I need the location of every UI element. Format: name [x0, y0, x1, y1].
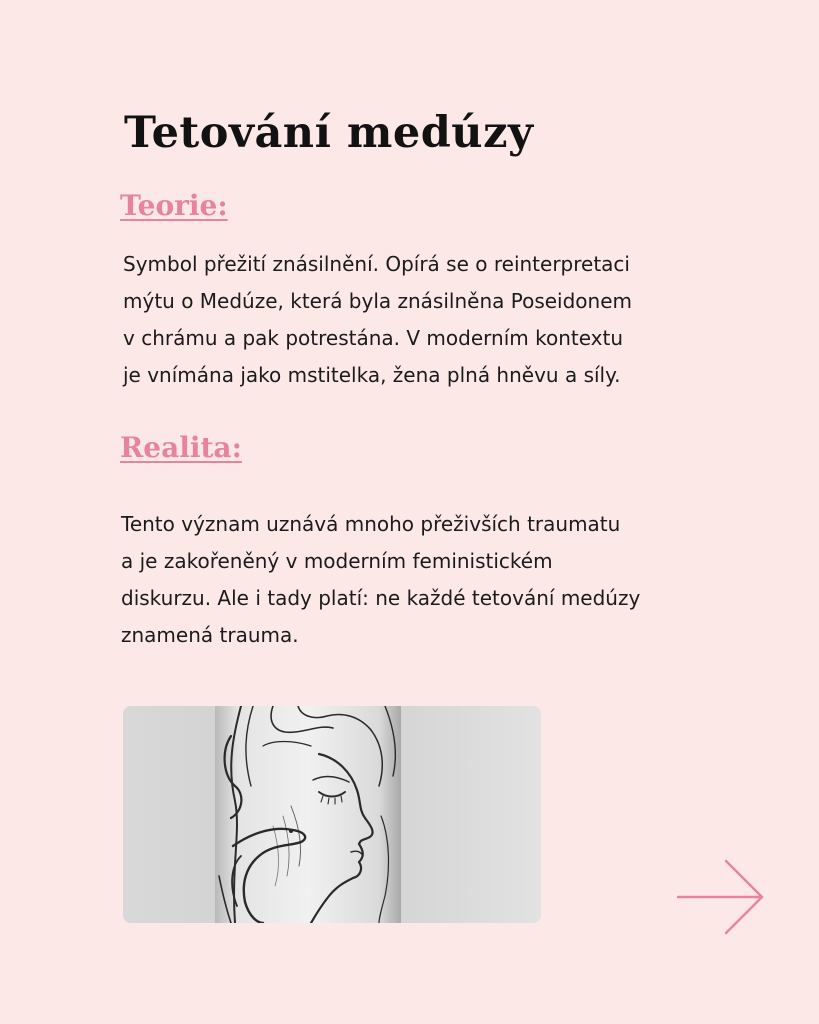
tattoo-illustration — [123, 706, 541, 923]
section-text-realita: Tento význam uznává mnoho přeživších traumatu a je zakořeněný v moderním feministickém diskurzu. Ale i tady platí: ne každé tetování medúzy znamená trauma. — [121, 512, 641, 647]
section-heading-teorie: Teorie: — [120, 189, 228, 222]
page-title: Tetování medúzy — [124, 108, 534, 158]
section-text-teorie: Symbol přežití znásilnění. Opírá se o reinterpretaci mýtu o Medúze, která byla znásilněna Poseidonem v chrámu a pak potrestána. V moderním kontextu je vnímána jako mstitelka, žena plná hněvu a síly. — [123, 252, 632, 387]
medusa-tattoo-photo — [123, 706, 541, 923]
arrow-right-icon[interactable] — [676, 858, 766, 936]
section-heading-realita: Realita: — [120, 431, 242, 464]
